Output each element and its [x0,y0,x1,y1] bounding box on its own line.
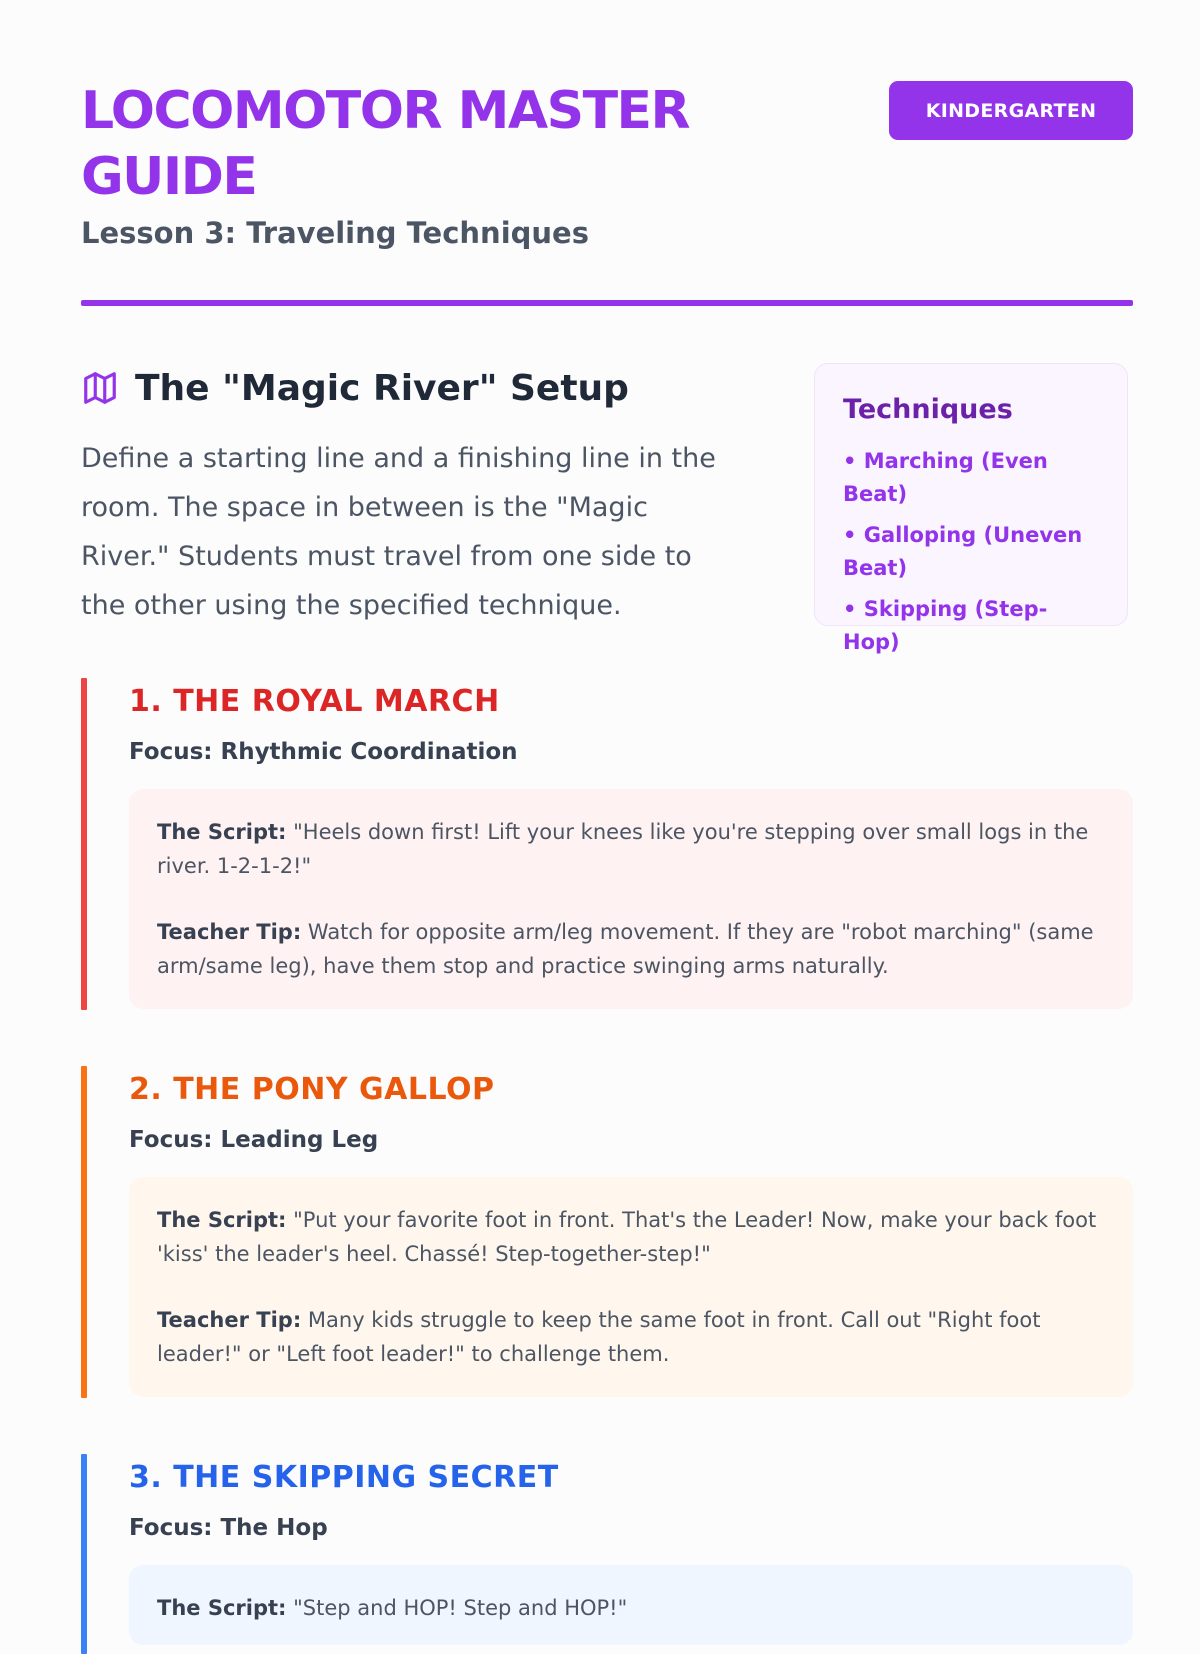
card-title: 1. THE ROYAL MARCH [129,684,500,719]
setup-heading [81,364,741,412]
teacher-tip [157,1303,1105,1371]
tip-body: Many kids struggle to keep the same foot in front. Call out "Right foot leader!" or "Left foot leader!" to challenge them. [157,1308,1041,1366]
script-label: The Script: [157,820,287,844]
techniques-box [814,363,1128,654]
card-focus: Focus: The Hop [129,1515,328,1541]
card-details [129,1177,1133,1397]
grade-badge: KINDERGARTEN [889,81,1133,140]
script-label: The Script: [157,1596,287,1620]
script-text [157,815,1105,883]
tip-label: Teacher Tip: [157,1308,302,1332]
card-details [129,1565,1133,1645]
header-divider [81,300,1133,306]
setup-section [81,364,741,630]
card-details [129,789,1133,1009]
card-focus: Focus: Rhythmic Coordination [129,739,518,765]
script-body: "Put your favorite foot in front. That's the Leader! Now, make your back foot 'kiss' the leader's heel. Chassé! Step-together-step!" [157,1208,1097,1266]
card-title: 2. THE PONY GALLOP [129,1072,495,1107]
script-text [157,1203,1105,1271]
card-focus: Focus: Leading Leg [129,1127,379,1153]
script-body: "Step and HOP! Step and HOP!" [286,1596,628,1620]
technique-item: • Skipping (Step-Hop) [843,597,1048,654]
tip-label: Teacher Tip: [157,920,302,944]
technique-item: • Marching (Even Beat) [843,449,1048,506]
techniques-title: Techniques [843,394,1013,425]
technique-item: • Galloping (Uneven Beat) [843,523,1083,580]
lesson-subtitle: Lesson 3: Traveling Techniques [81,216,589,250]
page [81,78,1133,278]
card-accent-bar [81,1066,87,1398]
script-label: The Script: [157,1208,287,1232]
header [81,78,1133,278]
card-accent-bar [81,1454,87,1654]
setup-title: The "Magic River" Setup [135,367,629,409]
tip-body: Watch for opposite arm/leg movement. If they are "robot marching" (same arm/same leg), have them stop and practice swinging arms naturally. [157,920,1094,978]
page-title: LOCOMOTOR MASTER GUIDE [81,81,690,207]
map-icon [81,369,119,407]
card-title: 3. THE SKIPPING SECRET [129,1460,559,1495]
script-body: "Heels down first! Lift your knees like you're stepping over small logs in the river. 1-2-1-2!" [157,820,1089,878]
script-text [157,1591,1105,1625]
technique-card-gallop [81,1066,1133,1398]
technique-card-march [81,678,1133,1010]
technique-card-skip [81,1454,1133,1654]
card-accent-bar [81,678,87,1010]
setup-description: Define a starting line and a finishing line in the room. The space in between is the "Magic River." Students must travel from one side to the other using the specified technique. [81,443,716,621]
teacher-tip [157,915,1105,983]
